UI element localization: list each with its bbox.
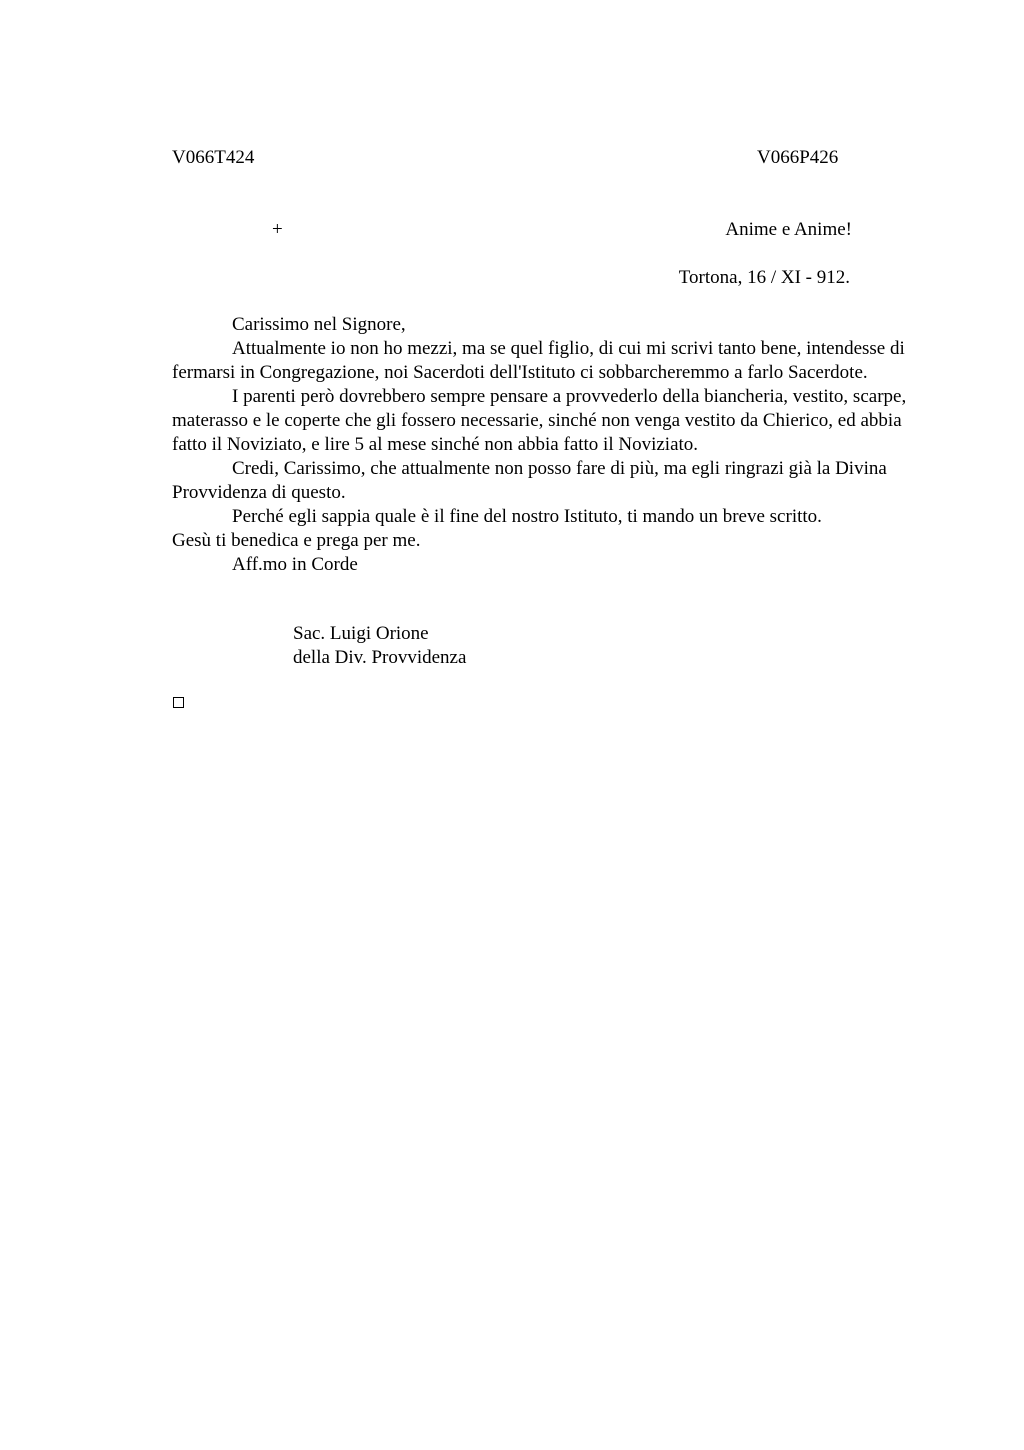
document-code-left: V066T424: [172, 147, 255, 168]
signature-name: Sac. Luigi Orione: [293, 623, 429, 644]
empty-box-symbol: [173, 697, 184, 708]
document-code-right: V066P426: [757, 147, 839, 168]
paragraph-1: Attualmente io non ho mezzi, ma se quel figlio, di cui mi scrivi tanto bene, intendesse di fermarsi in Congregazione, noi Sacerdoti dell'Istituto ci sobbarcheremmo a farlo Sacerdote.: [172, 338, 905, 383]
blessing: Gesù ti benedica e prega per me.: [172, 530, 421, 551]
salutation: Carissimo nel Signore,: [232, 314, 406, 335]
motto: Anime e Anime!: [725, 219, 852, 240]
cross-symbol: +: [272, 219, 283, 240]
paragraph-3: Credi, Carissimo, che attualmente non posso fare di più, ma egli ringrazi già la Divina Provvidenza di questo.: [172, 458, 887, 503]
paragraph-2: I parenti però dovrebbero sempre pensare a provvederlo della biancheria, vestito, scarpe, materasso e le coperte che gli fossero necessarie, sinché non venga vestito da Chierico, ed abbia fatto il Noviziato, e lire 5 al mese sinché non abbia fatto il Noviziato.: [172, 386, 907, 455]
closing: Aff.mo in Corde: [232, 554, 358, 575]
signature-block: [293, 622, 466, 670]
letter-body: [172, 313, 912, 577]
paragraph-4: Perché egli sappia quale è il fine del nostro Istituto, ti mando un breve scritto.: [232, 506, 822, 527]
letter-date: Tortona, 16 / XI - 912.: [678, 267, 850, 288]
signature-title: della Div. Provvidenza: [293, 647, 467, 668]
